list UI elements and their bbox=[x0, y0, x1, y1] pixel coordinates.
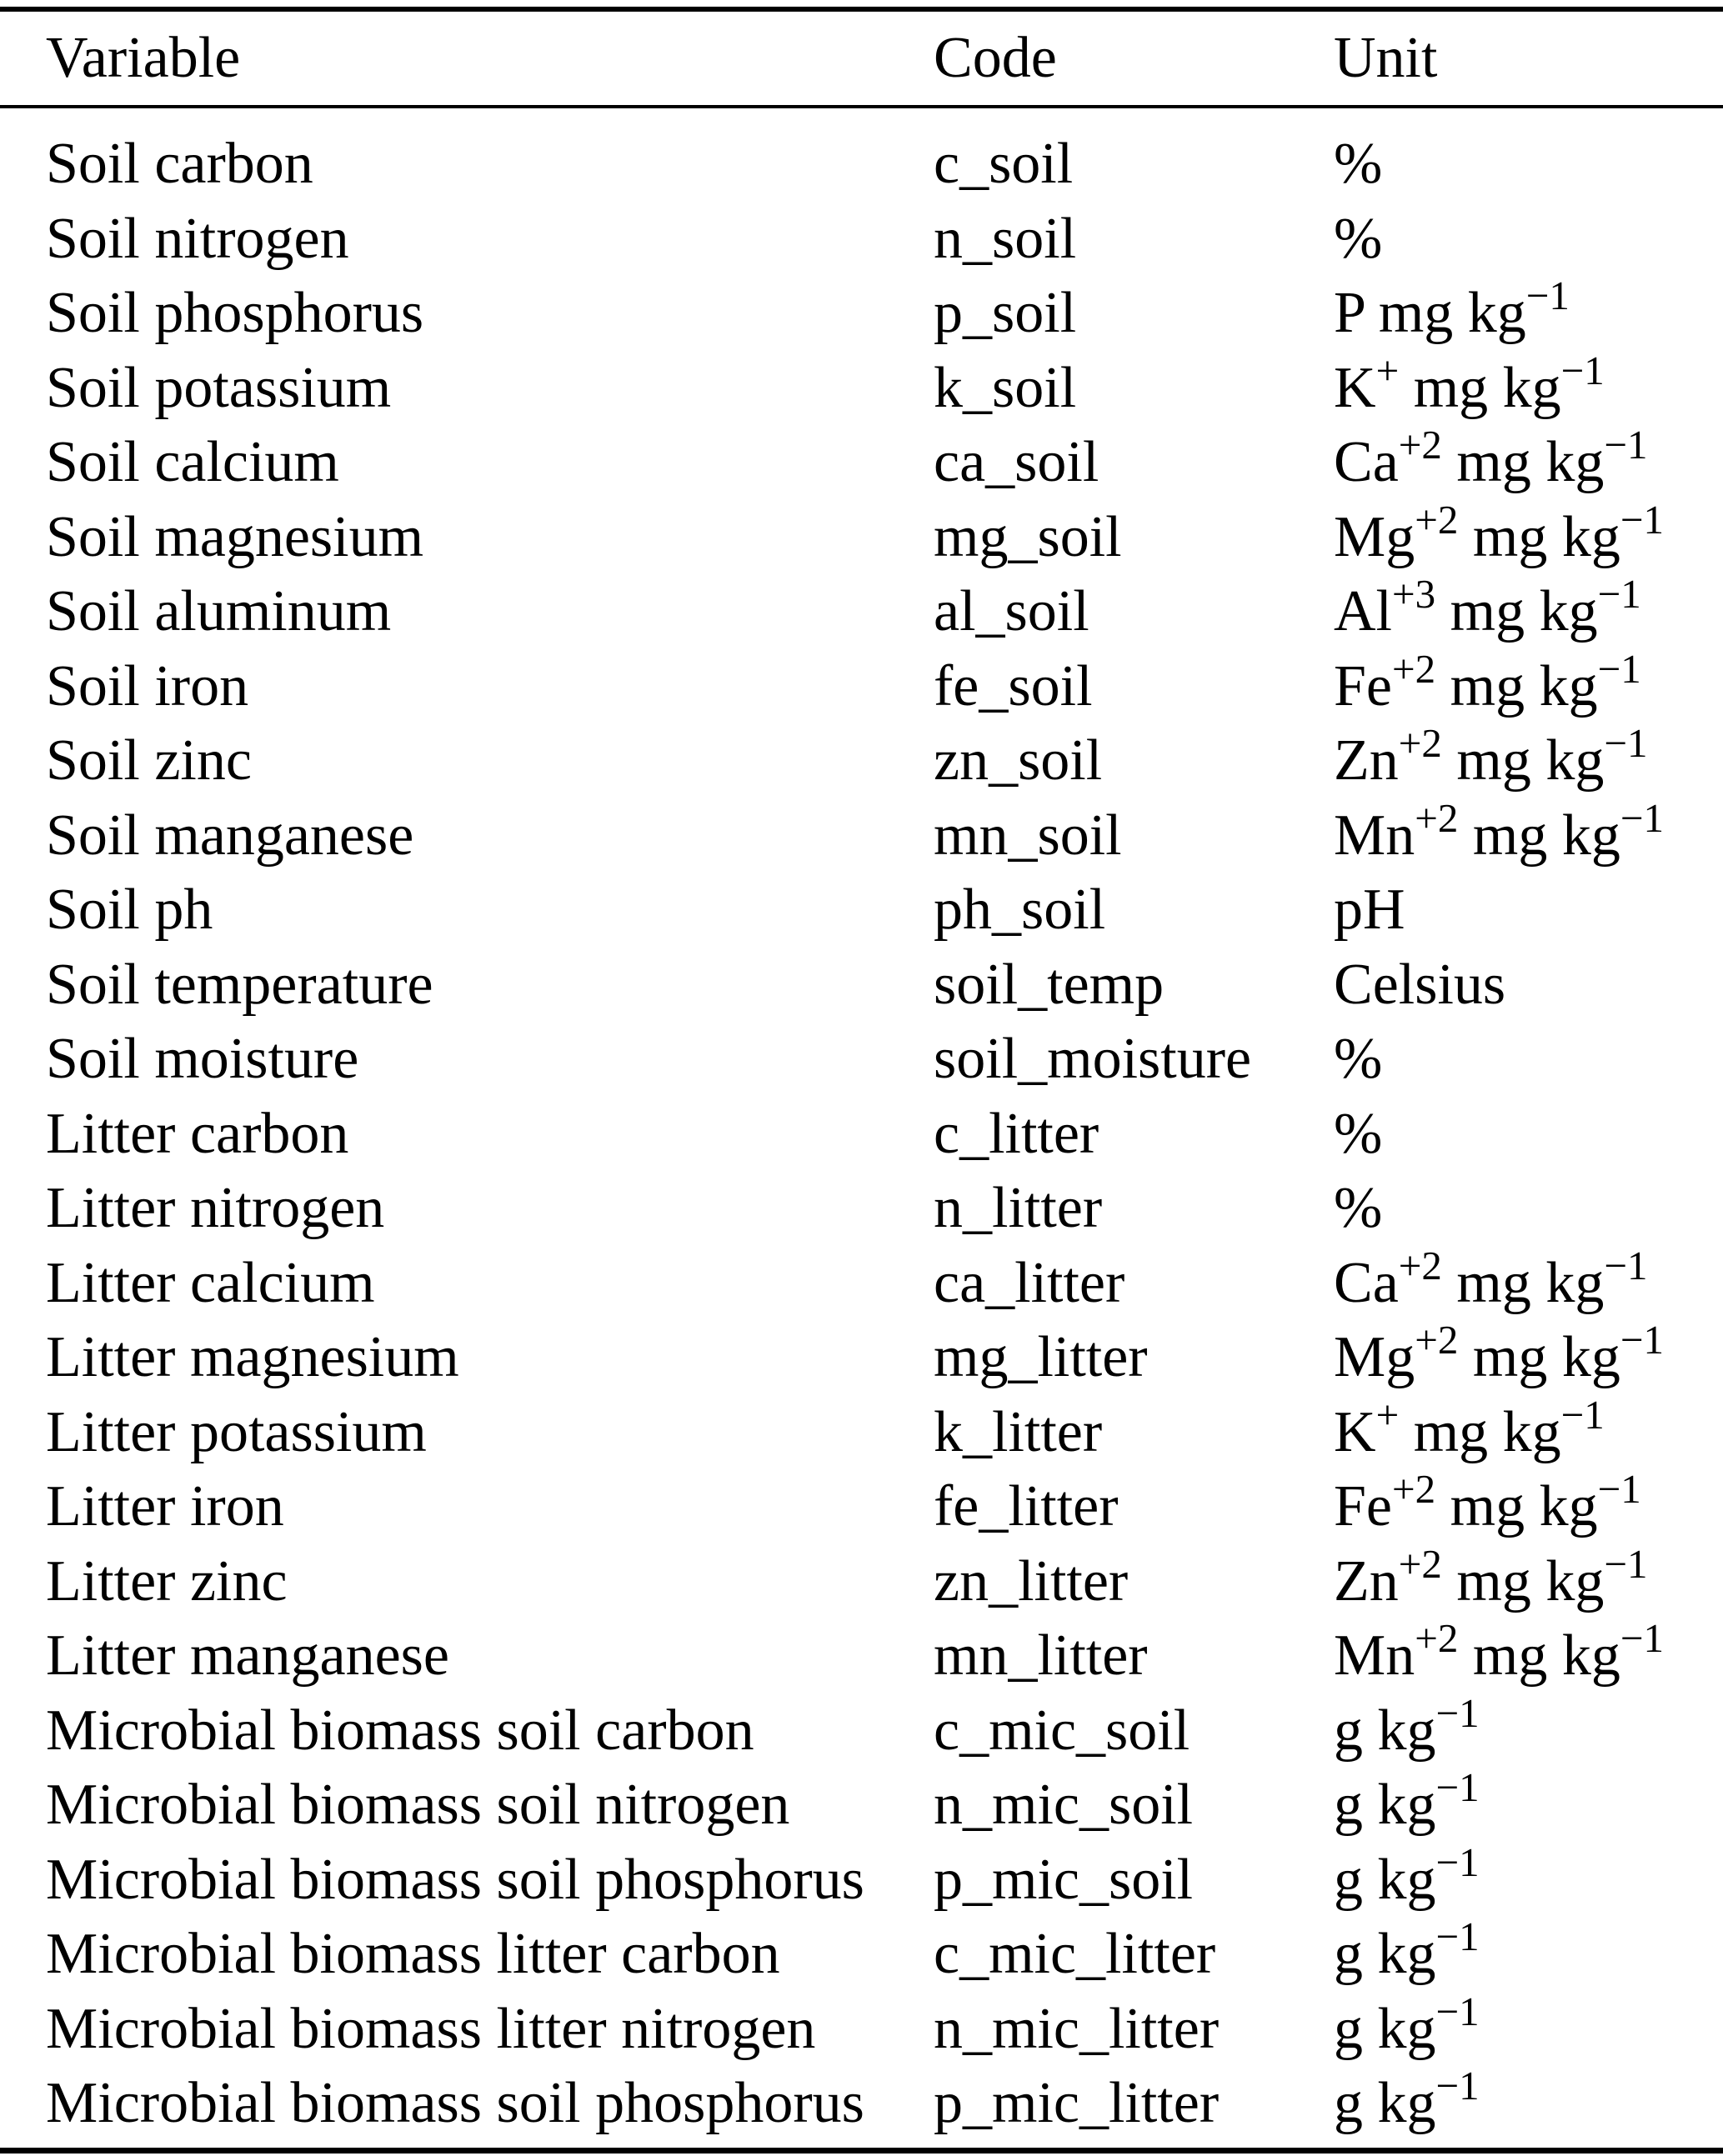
code-cell: k_litter bbox=[934, 1399, 1103, 1464]
table-row bbox=[0, 1544, 1723, 1619]
table-row bbox=[0, 1917, 1723, 1992]
variable-cell: Microbial biomass soil phosphorus bbox=[46, 2071, 864, 2135]
table-row bbox=[0, 948, 1723, 1023]
code-cell: n_soil bbox=[934, 206, 1077, 271]
column-header-variable: Variable bbox=[0, 12, 934, 107]
unit-cell bbox=[1334, 496, 1723, 575]
unit-superscript: −1 bbox=[1435, 1838, 1480, 1885]
variable-cell: Microbial biomass soil carbon bbox=[46, 1698, 754, 1763]
variable-cell: Soil calcium bbox=[46, 430, 339, 494]
unit-cell bbox=[1334, 1615, 1723, 1693]
variable-cell: Soil temperature bbox=[46, 952, 433, 1017]
unit-text: Zn bbox=[1334, 728, 1399, 793]
code-cell: c_mic_soil bbox=[934, 1698, 1190, 1763]
unit-text: K bbox=[1334, 1399, 1376, 1464]
unit-superscript: +2 bbox=[1392, 1466, 1436, 1512]
code-cell: ca_soil bbox=[934, 430, 1099, 494]
unit-cell bbox=[1334, 1540, 1723, 1619]
table-row bbox=[0, 1171, 1723, 1246]
unit-text: Fe bbox=[1334, 1474, 1392, 1538]
unit-text: % bbox=[1334, 1027, 1383, 1091]
unit-text: mg kg bbox=[1399, 355, 1561, 420]
code-cell: mn_litter bbox=[934, 1623, 1148, 1688]
unit-superscript: −1 bbox=[1435, 1764, 1480, 1810]
code-cell: k_soil bbox=[934, 355, 1077, 420]
unit-superscript: +2 bbox=[1398, 720, 1442, 766]
table-row bbox=[0, 1022, 1723, 1097]
unit-text: Zn bbox=[1334, 1548, 1399, 1613]
unit-superscript: +2 bbox=[1415, 1317, 1459, 1363]
unit-text: g kg bbox=[1334, 1773, 1436, 1837]
variables-table bbox=[0, 12, 1723, 2141]
variable-cell: Microbial biomass soil phosphorus bbox=[46, 1847, 864, 1912]
unit-text: pH bbox=[1334, 878, 1405, 942]
table-row bbox=[0, 500, 1723, 575]
code-cell: zn_soil bbox=[934, 728, 1103, 793]
unit-superscript: +2 bbox=[1398, 1540, 1442, 1587]
unit-cell bbox=[1334, 1689, 1723, 1768]
code-cell: al_soil bbox=[934, 579, 1089, 643]
unit-text: % bbox=[1334, 1101, 1383, 1166]
unit-superscript: +2 bbox=[1398, 1242, 1442, 1288]
code-cell: n_mic_soil bbox=[934, 1773, 1194, 1837]
unit-superscript: −1 bbox=[1435, 1913, 1480, 1959]
unit-text: Celsius bbox=[1334, 952, 1506, 1017]
variable-cell: Litter zinc bbox=[46, 1548, 288, 1613]
unit-cell bbox=[1334, 1838, 1723, 1918]
unit-text: Mg bbox=[1334, 504, 1415, 569]
unit-text: g kg bbox=[1334, 1922, 1436, 1986]
unit-text: g kg bbox=[1334, 1996, 1436, 2061]
unit-text: % bbox=[1334, 132, 1383, 196]
code-cell: p_mic_litter bbox=[934, 2071, 1220, 2135]
unit-cell bbox=[1334, 1913, 1723, 1992]
unit-cell bbox=[1334, 1988, 1723, 2067]
unit-text: Ca bbox=[1334, 1250, 1399, 1315]
unit-text: Mn bbox=[1334, 1623, 1415, 1688]
table-row bbox=[0, 107, 1723, 202]
variable-cell: Soil manganese bbox=[46, 803, 414, 868]
unit-cell bbox=[1334, 720, 1723, 798]
code-cell: soil_temp bbox=[934, 952, 1165, 1017]
unit-text: Mn bbox=[1334, 803, 1415, 868]
table-row bbox=[0, 1320, 1723, 1395]
unit-cell bbox=[1334, 2063, 1723, 2141]
table-row bbox=[0, 873, 1723, 948]
code-cell: c_mic_litter bbox=[934, 1922, 1216, 1986]
table-bottom-rule bbox=[0, 2148, 1723, 2153]
unit-superscript: +2 bbox=[1398, 422, 1442, 468]
variable-cell: Litter carbon bbox=[46, 1101, 349, 1166]
unit-cell bbox=[1334, 571, 1723, 649]
unit-text: mg kg bbox=[1458, 1325, 1620, 1389]
variable-cell: Microbial biomass litter carbon bbox=[46, 1922, 780, 1986]
unit-text: % bbox=[1334, 206, 1383, 271]
table-row bbox=[0, 351, 1723, 426]
table-row bbox=[0, 1395, 1723, 1470]
unit-superscript: −1 bbox=[1620, 1317, 1664, 1363]
variable-cell: Soil zinc bbox=[46, 728, 252, 793]
unit-text: mg kg bbox=[1435, 653, 1598, 718]
table-row bbox=[0, 1618, 1723, 1693]
table-row bbox=[0, 723, 1723, 798]
unit-superscript: +2 bbox=[1415, 496, 1459, 543]
unit-superscript: −1 bbox=[1620, 794, 1664, 841]
unit-text: mg kg bbox=[1458, 803, 1620, 868]
unit-text: Al bbox=[1334, 579, 1392, 643]
unit-cell bbox=[1334, 873, 1723, 948]
table-row bbox=[0, 276, 1723, 351]
unit-cell bbox=[1334, 107, 1723, 202]
table-body bbox=[0, 107, 1723, 2141]
table-row bbox=[0, 1768, 1723, 1843]
unit-text: mg kg bbox=[1458, 1623, 1620, 1688]
variable-cell: Soil magnesium bbox=[46, 504, 424, 569]
table-row bbox=[0, 1097, 1723, 1172]
unit-superscript: + bbox=[1375, 1391, 1400, 1438]
table-row bbox=[0, 202, 1723, 277]
unit-superscript: −1 bbox=[1604, 1242, 1648, 1288]
unit-cell bbox=[1334, 347, 1723, 426]
unit-superscript: −1 bbox=[1604, 1540, 1648, 1587]
unit-text: Ca bbox=[1334, 430, 1399, 494]
unit-text: mg kg bbox=[1441, 728, 1605, 793]
code-cell: c_soil bbox=[934, 132, 1074, 196]
unit-superscript: −1 bbox=[1560, 1391, 1605, 1438]
variable-cell: Soil potassium bbox=[46, 355, 392, 420]
unit-text: P mg kg bbox=[1334, 281, 1526, 345]
unit-superscript: −1 bbox=[1604, 720, 1648, 766]
table-row bbox=[0, 649, 1723, 724]
unit-superscript: −1 bbox=[1597, 571, 1641, 617]
unit-superscript: −1 bbox=[1435, 2063, 1480, 2108]
unit-cell bbox=[1334, 273, 1723, 351]
variable-cell: Soil nitrogen bbox=[46, 206, 349, 271]
table-row bbox=[0, 798, 1723, 873]
code-cell: fe_litter bbox=[934, 1474, 1119, 1538]
code-cell: soil_moisture bbox=[934, 1027, 1252, 1091]
unit-cell bbox=[1334, 1317, 1723, 1395]
unit-superscript: −1 bbox=[1525, 273, 1570, 318]
column-header-code: Code bbox=[934, 12, 1334, 107]
unit-text: Mg bbox=[1334, 1325, 1415, 1389]
code-cell: p_mic_soil bbox=[934, 1847, 1194, 1912]
code-cell: n_mic_litter bbox=[934, 1996, 1220, 2061]
table-row bbox=[0, 1843, 1723, 1918]
unit-superscript: +3 bbox=[1392, 571, 1436, 617]
unit-superscript: +2 bbox=[1415, 794, 1459, 841]
unit-cell bbox=[1334, 1391, 1723, 1470]
code-cell: fe_soil bbox=[934, 653, 1093, 718]
unit-text: g kg bbox=[1334, 1847, 1436, 1912]
unit-text: mg kg bbox=[1441, 1250, 1605, 1315]
unit-text: Fe bbox=[1334, 653, 1392, 718]
code-cell: n_litter bbox=[934, 1176, 1103, 1240]
table-row bbox=[0, 1992, 1723, 2067]
unit-text: g kg bbox=[1334, 1698, 1436, 1763]
variable-cell: Litter iron bbox=[46, 1474, 284, 1538]
unit-cell bbox=[1334, 1466, 1723, 1544]
unit-cell bbox=[1334, 1171, 1723, 1246]
unit-superscript: −1 bbox=[1435, 1988, 1480, 2034]
variable-cell: Litter potassium bbox=[46, 1399, 427, 1464]
code-cell: ca_litter bbox=[934, 1250, 1125, 1315]
unit-text: g kg bbox=[1334, 2071, 1436, 2135]
unit-text: mg kg bbox=[1435, 1474, 1598, 1538]
unit-text: mg kg bbox=[1399, 1399, 1561, 1464]
unit-superscript: −1 bbox=[1597, 1466, 1641, 1512]
variable-cell: Soil moisture bbox=[46, 1027, 359, 1091]
code-cell: p_soil bbox=[934, 281, 1077, 345]
table-header bbox=[0, 12, 1723, 107]
unit-cell bbox=[1334, 1242, 1723, 1321]
unit-text: mg kg bbox=[1435, 579, 1598, 643]
code-cell: mg_soil bbox=[934, 504, 1122, 569]
code-cell: mn_soil bbox=[934, 803, 1122, 868]
unit-superscript: −1 bbox=[1604, 422, 1648, 468]
variable-cell: Microbial biomass litter nitrogen bbox=[46, 1996, 816, 2061]
unit-cell bbox=[1334, 794, 1723, 873]
code-cell: mg_litter bbox=[934, 1325, 1148, 1389]
table-row bbox=[0, 425, 1723, 500]
variable-cell: Soil phosphorus bbox=[46, 281, 424, 345]
unit-cell bbox=[1334, 948, 1723, 1023]
variable-cell: Soil iron bbox=[46, 653, 249, 718]
unit-text: mg kg bbox=[1441, 1548, 1605, 1613]
unit-superscript: +2 bbox=[1415, 1615, 1459, 1661]
unit-text: mg kg bbox=[1458, 504, 1620, 569]
variable-cell: Soil ph bbox=[46, 878, 213, 942]
unit-superscript: −1 bbox=[1560, 347, 1605, 393]
variable-cell: Litter magnesium bbox=[46, 1325, 459, 1389]
table-row bbox=[0, 1693, 1723, 1768]
unit-superscript: −1 bbox=[1597, 645, 1641, 692]
table-row bbox=[0, 574, 1723, 649]
unit-superscript: −1 bbox=[1620, 1615, 1664, 1661]
unit-cell bbox=[1334, 422, 1723, 500]
unit-text: mg kg bbox=[1441, 430, 1605, 494]
table-header-row bbox=[0, 12, 1723, 107]
code-cell: c_litter bbox=[934, 1101, 1099, 1166]
code-cell: ph_soil bbox=[934, 878, 1106, 942]
unit-superscript: −1 bbox=[1435, 1689, 1480, 1736]
unit-text: % bbox=[1334, 1176, 1383, 1240]
unit-text: K bbox=[1334, 355, 1376, 420]
unit-cell bbox=[1334, 1022, 1723, 1097]
unit-superscript: + bbox=[1375, 347, 1400, 393]
unit-cell bbox=[1334, 202, 1723, 277]
unit-cell bbox=[1334, 1764, 1723, 1843]
variable-cell: Soil aluminum bbox=[46, 579, 392, 643]
code-cell: zn_litter bbox=[934, 1548, 1129, 1613]
unit-cell bbox=[1334, 645, 1723, 724]
variable-cell: Soil carbon bbox=[46, 132, 313, 196]
variable-cell: Microbial biomass soil nitrogen bbox=[46, 1773, 790, 1837]
variable-cell: Litter manganese bbox=[46, 1623, 449, 1688]
table-row bbox=[0, 1469, 1723, 1544]
table-row bbox=[0, 2066, 1723, 2141]
column-header-unit: Unit bbox=[1334, 12, 1723, 107]
table-row bbox=[0, 1246, 1723, 1321]
unit-superscript: +2 bbox=[1392, 645, 1436, 692]
variable-cell: Litter calcium bbox=[46, 1250, 375, 1315]
unit-cell bbox=[1334, 1097, 1723, 1172]
unit-superscript: −1 bbox=[1620, 496, 1664, 543]
variable-cell: Litter nitrogen bbox=[46, 1176, 385, 1240]
